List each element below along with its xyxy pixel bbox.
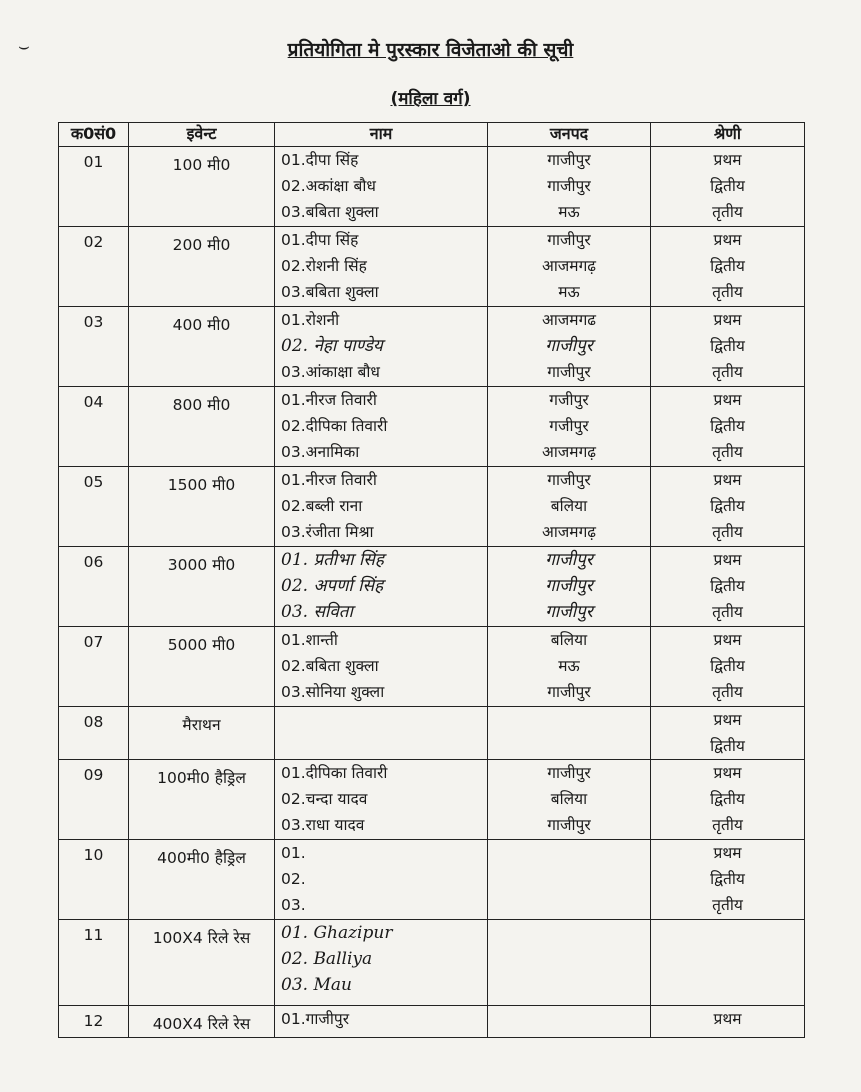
table-row (59, 467, 805, 547)
rank-entry: प्रथम (713, 551, 742, 569)
rank-entry: तृतीय (712, 603, 743, 621)
header-serial: क0सं0 (59, 123, 129, 147)
event-cell: 400X4 रिले रेस (129, 1006, 275, 1038)
district-entry: आजमगढ (541, 311, 597, 329)
name-entry: 02.बबिता शुक्ला (281, 657, 379, 675)
name-entry: 03.बबिता शुक्ला (281, 203, 379, 221)
district-cell (488, 707, 651, 760)
header-event: इवेन्ट (129, 123, 275, 147)
document-title: प्रतियोगिता मे पुरस्कार विजेताओ की सूची (287, 39, 574, 61)
rank-entry: प्रथम (713, 151, 742, 169)
district-entry: गाजीपुर (547, 231, 591, 249)
table-row (59, 307, 805, 387)
event-cell: 1500 मी0 (129, 467, 275, 547)
document-subtitle: (महिला वर्ग) (390, 89, 471, 109)
district-cell (488, 307, 651, 387)
name-entry: 01. (281, 844, 306, 862)
name-entry: 01.दीपा सिंह (281, 231, 359, 249)
name-cell (275, 547, 488, 627)
table-row (59, 547, 805, 627)
table-row (59, 707, 805, 760)
name-entry: 03.आंकाक्षा बौध (281, 363, 380, 381)
rank-entry: द्वितीय (710, 657, 745, 675)
rank-cell (651, 227, 805, 307)
district-entry: गाजीपुर (547, 363, 591, 381)
rank-entry: द्वितीय (710, 577, 745, 595)
name-entry: 01.दीपा सिंह (281, 151, 359, 169)
name-cell (275, 840, 488, 920)
event-cell: 5000 मी0 (129, 627, 275, 707)
serial-cell: 07 (59, 627, 129, 707)
winners-table (58, 122, 805, 1038)
district-entry: गाजीपुर (547, 151, 591, 169)
rank-entry: द्वितीय (710, 870, 745, 888)
name-entry: 03.रंजीता मिश्रा (281, 523, 374, 541)
rank-entry: प्रथम (713, 471, 742, 489)
district-entry: गाजीपुर (545, 576, 593, 596)
name-entry: 02.अकांक्षा बौध (281, 177, 376, 195)
district-entry: आजमगढ़ (541, 443, 597, 461)
name-cell (275, 760, 488, 840)
rank-entry: द्वितीय (710, 790, 745, 808)
table-body (59, 147, 805, 1038)
rank-cell (651, 707, 805, 760)
district-entry: गाजीपुर (547, 683, 591, 701)
rank-entry: प्रथम (713, 844, 742, 862)
table-row (59, 920, 805, 1006)
name-cell (275, 467, 488, 547)
district-entry: आजमगढ़ (541, 257, 597, 275)
district-cell (488, 760, 651, 840)
rank-entry: द्वितीय (710, 177, 745, 195)
rank-cell (651, 627, 805, 707)
district-entry: गाजीपुर (545, 550, 593, 570)
rank-entry: तृतीय (712, 363, 743, 381)
district-cell (488, 467, 651, 547)
name-entry: 02. नेहा पाण्डेय (281, 336, 383, 356)
district-entry: मऊ (558, 283, 580, 301)
table-row (59, 760, 805, 840)
district-entry: मऊ (558, 657, 580, 675)
district-cell (488, 147, 651, 227)
rank-entry: तृतीय (712, 443, 743, 461)
rank-entry: प्रथम (713, 711, 742, 729)
serial-cell: 11 (59, 920, 129, 1006)
district-entry: गाजीपुर (547, 471, 591, 489)
serial-cell: 02 (59, 227, 129, 307)
rank-cell (651, 1006, 805, 1038)
serial-cell: 10 (59, 840, 129, 920)
rank-cell (651, 920, 805, 1006)
table-header-row (59, 123, 805, 147)
serial-cell: 08 (59, 707, 129, 760)
name-entry: 01.शान्ती (281, 631, 338, 649)
name-entry: 01.रोशनी (281, 311, 340, 329)
district-cell (488, 1006, 651, 1038)
name-entry: 03.बबिता शुक्ला (281, 283, 379, 301)
rank-cell (651, 307, 805, 387)
rank-entry: द्वितीय (710, 497, 745, 515)
name-cell (275, 707, 488, 760)
rank-entry: प्रथम (713, 631, 742, 649)
district-cell (488, 547, 651, 627)
serial-cell: 05 (59, 467, 129, 547)
name-entry: 02.रोशनी सिंह (281, 257, 367, 275)
district-entry: गजीपुर (549, 417, 589, 435)
rank-cell (651, 467, 805, 547)
rank-entry: प्रथम (713, 764, 742, 782)
serial-cell: 06 (59, 547, 129, 627)
name-entry: 03. सविता (281, 602, 353, 622)
name-entry: 02. (281, 870, 306, 888)
table-row (59, 627, 805, 707)
table-row (59, 147, 805, 227)
district-entry: आजमगढ़ (541, 523, 597, 541)
rank-entry: तृतीय (712, 283, 743, 301)
name-entry: 03. (281, 896, 306, 914)
name-entry: 01.नीरज तिवारी (281, 391, 377, 409)
name-entry: 03. Mau (281, 975, 352, 995)
district-cell (488, 227, 651, 307)
name-cell (275, 227, 488, 307)
rank-entry: प्रथम (713, 231, 742, 249)
district-entry: मऊ (558, 203, 580, 221)
name-entry: 02.दीपिका तिवारी (281, 417, 388, 435)
event-cell: 100 मी0 (129, 147, 275, 227)
district-cell (488, 840, 651, 920)
district-cell (488, 627, 651, 707)
name-entry: 02.बब्ली राना (281, 497, 363, 515)
event-cell: मैराथन (129, 707, 275, 760)
event-cell: 3000 मी0 (129, 547, 275, 627)
rank-entry: तृतीय (712, 523, 743, 541)
name-cell (275, 627, 488, 707)
rank-entry: तृतीय (712, 816, 743, 834)
name-entry: 02.चन्दा यादव (281, 790, 368, 808)
name-entry: 01. Ghazipur (281, 923, 393, 943)
table-row (59, 840, 805, 920)
rank-entry: प्रथम (713, 391, 742, 409)
name-cell (275, 147, 488, 227)
district-entry: गजीपुर (549, 391, 589, 409)
header-district: जनपद (488, 123, 651, 147)
serial-cell: 01 (59, 147, 129, 227)
serial-cell: 03 (59, 307, 129, 387)
rank-entry: द्वितीय (710, 737, 745, 755)
rank-entry: तृतीय (712, 896, 743, 914)
name-entry: 03.अनामिका (281, 443, 360, 461)
rank-entry: तृतीय (712, 203, 743, 221)
name-entry: 01. प्रतीभा सिंह (281, 550, 384, 570)
rank-cell (651, 840, 805, 920)
district-cell (488, 920, 651, 1006)
district-cell (488, 387, 651, 467)
rank-cell (651, 147, 805, 227)
header-rank: श्रेणी (651, 123, 805, 147)
rank-entry: प्रथम (713, 311, 742, 329)
event-cell: 200 मी0 (129, 227, 275, 307)
rank-cell (651, 387, 805, 467)
rank-entry: प्रथम (713, 1010, 742, 1028)
rank-entry: द्वितीय (710, 257, 745, 275)
name-cell (275, 920, 488, 1006)
name-entry: 02. अपर्णा सिंह (281, 576, 384, 596)
district-entry: गाजीपुर (547, 764, 591, 782)
rank-entry: तृतीय (712, 683, 743, 701)
name-cell (275, 1006, 488, 1038)
name-cell (275, 387, 488, 467)
name-entry: 03.राधा यादव (281, 816, 365, 834)
name-cell (275, 307, 488, 387)
header-name: नाम (275, 123, 488, 147)
event-cell: 400मी0 हैड्रिल (129, 840, 275, 920)
name-entry: 02. Balliya (281, 949, 373, 969)
pen-mark-icon: ⌣ (18, 36, 30, 57)
name-entry: 01.दीपिका तिवारी (281, 764, 388, 782)
serial-cell: 04 (59, 387, 129, 467)
name-entry: 01.गाजीपुर (281, 1010, 350, 1028)
event-cell: 100मी0 हैड्रिल (129, 760, 275, 840)
serial-cell: 09 (59, 760, 129, 840)
district-entry: बलिया (550, 631, 588, 649)
event-cell: 100X4 रिले रेस (129, 920, 275, 1006)
event-cell: 400 मी0 (129, 307, 275, 387)
name-entry: 03.सोनिया शुक्ला (281, 683, 385, 701)
name-entry: 01.नीरज तिवारी (281, 471, 377, 489)
table-row (59, 1006, 805, 1038)
table-row (59, 227, 805, 307)
rank-cell (651, 547, 805, 627)
district-entry: गाजीपुर (547, 177, 591, 195)
event-cell: 800 मी0 (129, 387, 275, 467)
district-entry: गाजीपुर (545, 336, 593, 356)
district-entry: बलिया (550, 790, 588, 808)
rank-entry: द्वितीय (710, 417, 745, 435)
table-row (59, 387, 805, 467)
district-entry: गाजीपुर (545, 602, 593, 622)
district-entry: बलिया (550, 497, 588, 515)
rank-entry: द्वितीय (710, 337, 745, 355)
serial-cell: 12 (59, 1006, 129, 1038)
rank-cell (651, 760, 805, 840)
district-entry: गाजीपुर (547, 816, 591, 834)
